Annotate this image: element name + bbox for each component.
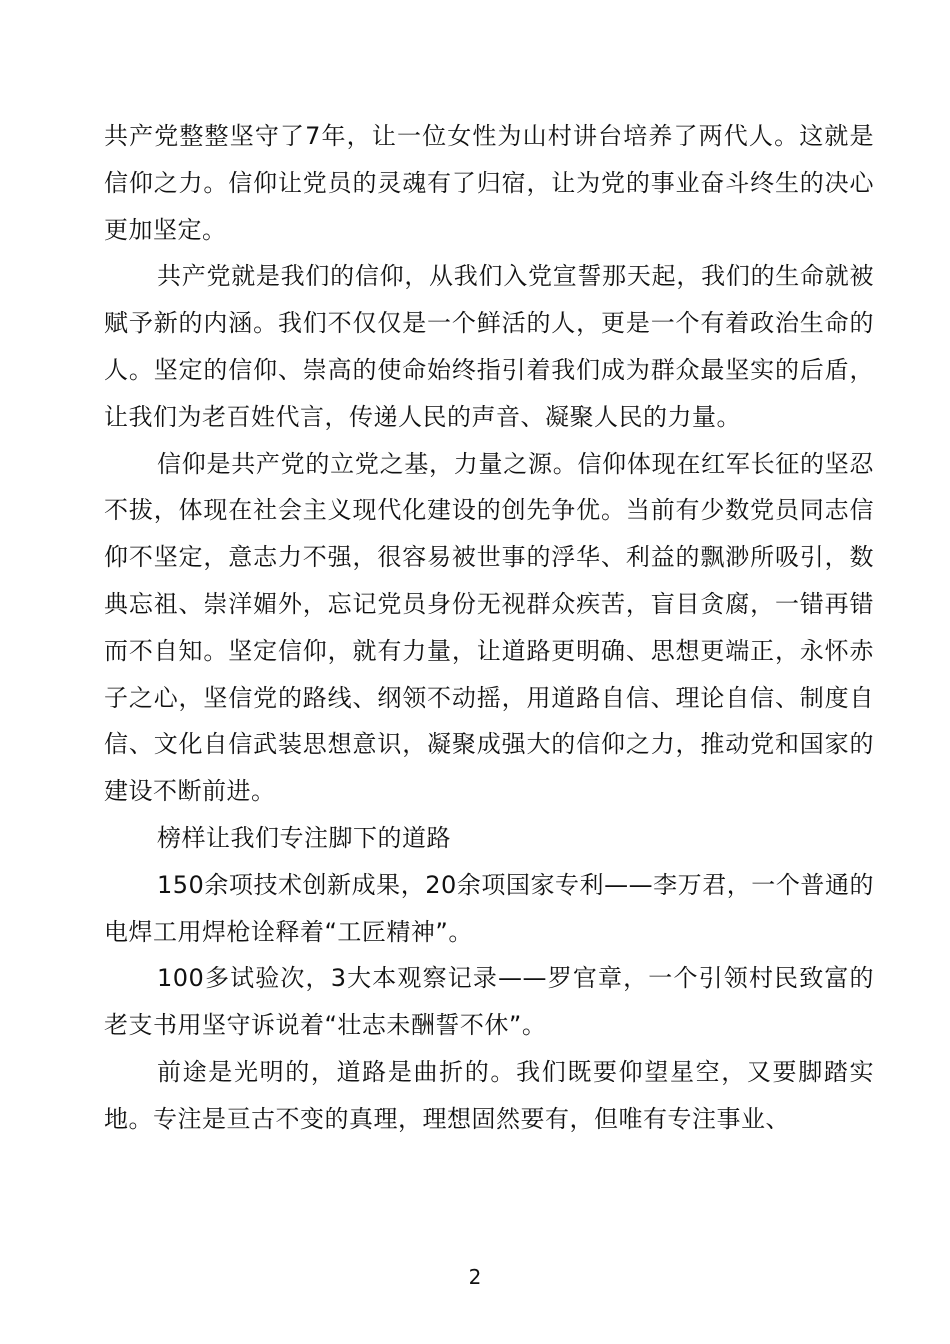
document-body	[104, 113, 874, 1143]
paragraph-continuation: 共产党整整坚守了7年，让一位女性为山村讲台培养了两代人。这就是信仰之力。信仰让党员的灵魂有了归宿，让为党的事业奋斗终生的决心更加坚定。	[104, 122, 874, 244]
paragraph-foundation: 信仰是共产党的立党之基，力量之源。信仰体现在红军长征的坚忍不拔，体现在社会主义现代化建设的创先争优。当前有少数党员同志信仰不坚定，意志力不强，很容易被世事的浮华、利益的飘渺所吸引，数典忘祖、崇洋媚外，忘记党员身份无视群众疾苦，盲目贪腐，一错再错而不自知。坚定信仰，就有力量，让道路更明确、思想更端正，永怀赤子之心，坚信党的路线、纲领不动摇，用道路自信、理论自信、制度自信、文化自信武装思想意识，凝聚成强大的信仰之力，推动党和国家的建设不断前进。	[104, 449, 874, 806]
paragraph-li-wanjun: 150余项技术创新成果，20余项国家专利——李万君，一个普通的电焊工用焊枪诠释着“工匠精神”。	[104, 870, 874, 946]
page-number: 2	[468, 1265, 482, 1289]
paragraph-luo-guanzhang: 100多试验次，3大本观察记录——罗官章，一个引领村民致富的老支书用坚守诉说着“壮志未酬誓不休”。	[104, 964, 874, 1040]
paragraph-faith: 共产党就是我们的信仰，从我们入党宣誓那天起，我们的生命就被赋予新的内涵。我们不仅仅是一个鲜活的人，更是一个有着政治生命的人。坚定的信仰、崇高的使命始终指引着我们成为群众最坚实的后盾，让我们为老百姓代言，传递人民的声音、凝聚人民的力量。	[104, 262, 874, 431]
section-heading: 榜样让我们专注脚下的道路	[157, 823, 451, 852]
paragraph-focus: 前途是光明的，道路是曲折的。我们既要仰望星空，又要脚踏实地。专注是亘古不变的真理，理想固然要有，但唯有专注事业、	[104, 1057, 874, 1133]
